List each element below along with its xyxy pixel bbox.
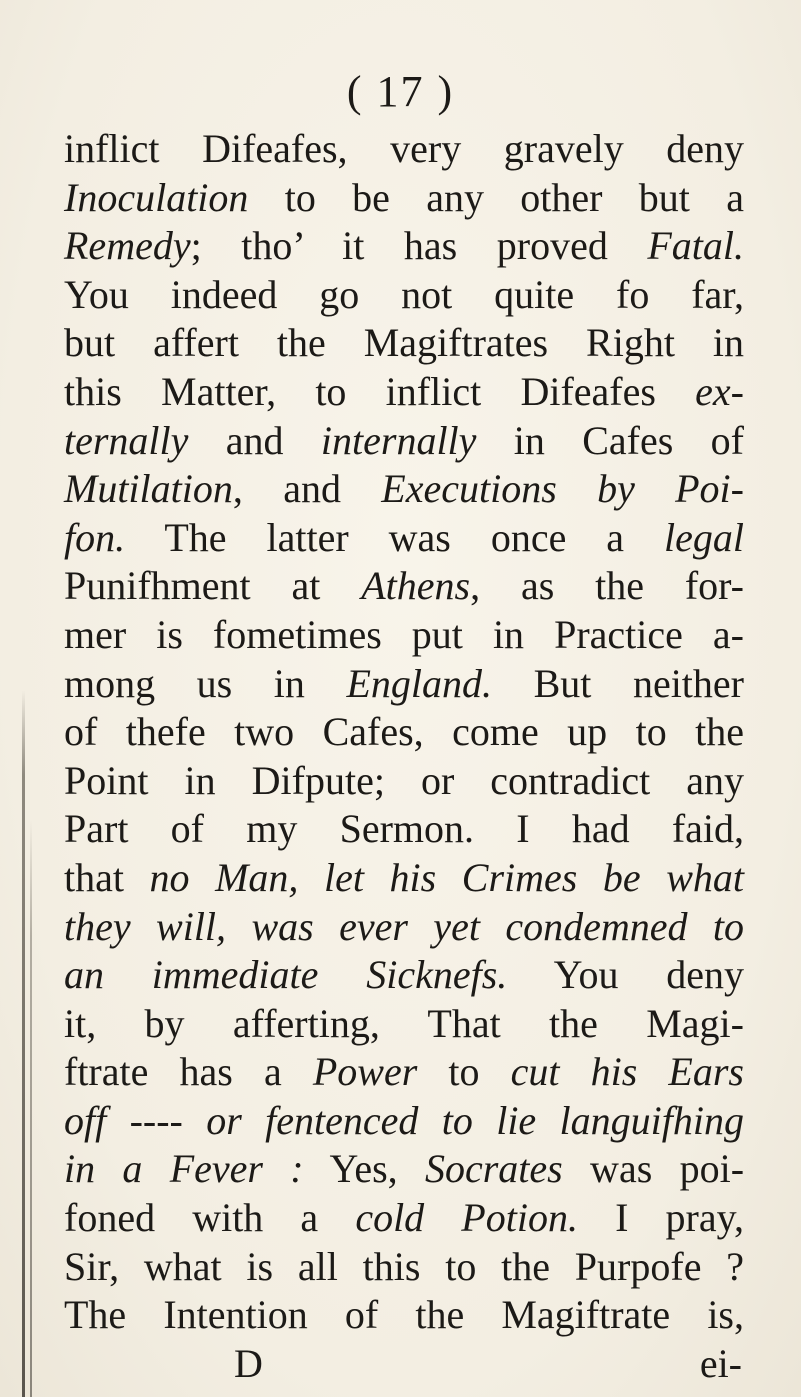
roman-text: Part of my Sermon. I had faid, [64,806,744,852]
text-line [64,562,744,611]
text-line [64,319,744,368]
roman-text: and [188,417,321,463]
text-line [64,125,744,174]
italic-text: cold Potion. [355,1195,578,1241]
italic-text: in a Fever : [64,1146,304,1192]
text-line [64,854,744,903]
roman-text: this Matter, to inflict Difeafes [64,368,696,414]
roman-text: to be any other but a [248,174,744,220]
text-line [64,1145,744,1194]
italic-text: an immediate Sicknefs. [64,952,508,998]
italic-text: fon. [64,514,126,560]
italic-text: England. [346,660,493,706]
catchline [64,1340,744,1389]
italic-text: Athens [361,563,471,609]
roman-text: inflict Difeafes, very gravely deny [64,126,744,171]
roman-text: , and [232,466,382,512]
page-number: ( 17 ) [346,67,455,116]
text-line [64,611,744,660]
body-text [64,125,744,1388]
italic-text: cut his Ears [510,1049,744,1095]
text-line [64,708,744,757]
italic-text: Power [312,1049,418,1095]
roman-text: mong us in [64,660,347,706]
italic-text: they will, was ever yet condemned to [64,903,744,949]
roman-text: I pray, [577,1195,745,1241]
roman-text: The latter was once a [125,514,665,560]
roman-text: it, by afferting, That the Magi- [64,1000,744,1046]
roman-text: Yes, [303,1146,425,1192]
italic-text: Remedy [64,223,191,269]
roman-text: Punifhment at [64,563,362,609]
italic-text: ternally [64,417,189,463]
text-line [64,271,744,320]
text-line [64,1048,744,1097]
italic-text: Mutilation [64,466,233,512]
roman-text: of thefe two Cafes, come up to the [64,709,744,755]
roman-text: to [417,1049,511,1095]
roman-text: but affert the Magiftrates Right in [64,320,744,366]
text-line [64,1291,744,1340]
binding-shadow [22,690,25,1397]
italic-text: ex- [695,368,744,414]
roman-text: You indeed go not quite fo far, [64,271,744,317]
text-line [64,222,744,271]
italic-text: Socrates [424,1146,563,1192]
text-line [64,1000,744,1049]
signature-mark: D [234,1340,263,1386]
text-line [64,757,744,806]
text-line [64,805,744,854]
text-line [64,951,744,1000]
text-line [64,368,744,417]
roman-text: You deny [507,952,744,998]
text-line [64,174,744,223]
italic-text: Executions by Poi- [381,466,744,512]
text-line [64,465,744,514]
roman-text: The Intention of the Magiftrate is, [64,1292,744,1338]
text-line [64,417,744,466]
italic-text: Inoculation [64,174,249,220]
roman-text: ; tho’ it has proved [190,223,648,269]
italic-text: Fatal. [647,223,744,269]
roman-text: in Cafes of [476,417,744,463]
roman-text: Sir, what is all this to the Purpofe ? [64,1243,744,1289]
roman-text: foned with a [64,1195,356,1241]
roman-text: Point in Difpute; or contradict any [64,757,744,803]
catchword: ei- [699,1340,742,1386]
text-line [64,903,744,952]
roman-text: But neither [492,660,744,706]
text-line [64,1243,744,1292]
text-line [64,514,744,563]
italic-text: internally [320,417,477,463]
roman-text: , as the for- [470,563,744,609]
italic-text: legal [664,514,744,560]
text-line [64,1097,744,1146]
italic-text: off ---- or fentenced to lie languifhing [64,1097,744,1143]
binding-shadow-inner [30,820,32,1397]
italic-text: no Man, let his Crimes be what [149,854,745,900]
text-line [64,1194,744,1243]
roman-text: was poi- [562,1146,745,1192]
roman-text: that [64,854,150,900]
roman-text: ftrate has a [64,1049,313,1095]
roman-text: mer is fometimes put in Practice a- [64,611,744,657]
text-line [64,660,744,709]
